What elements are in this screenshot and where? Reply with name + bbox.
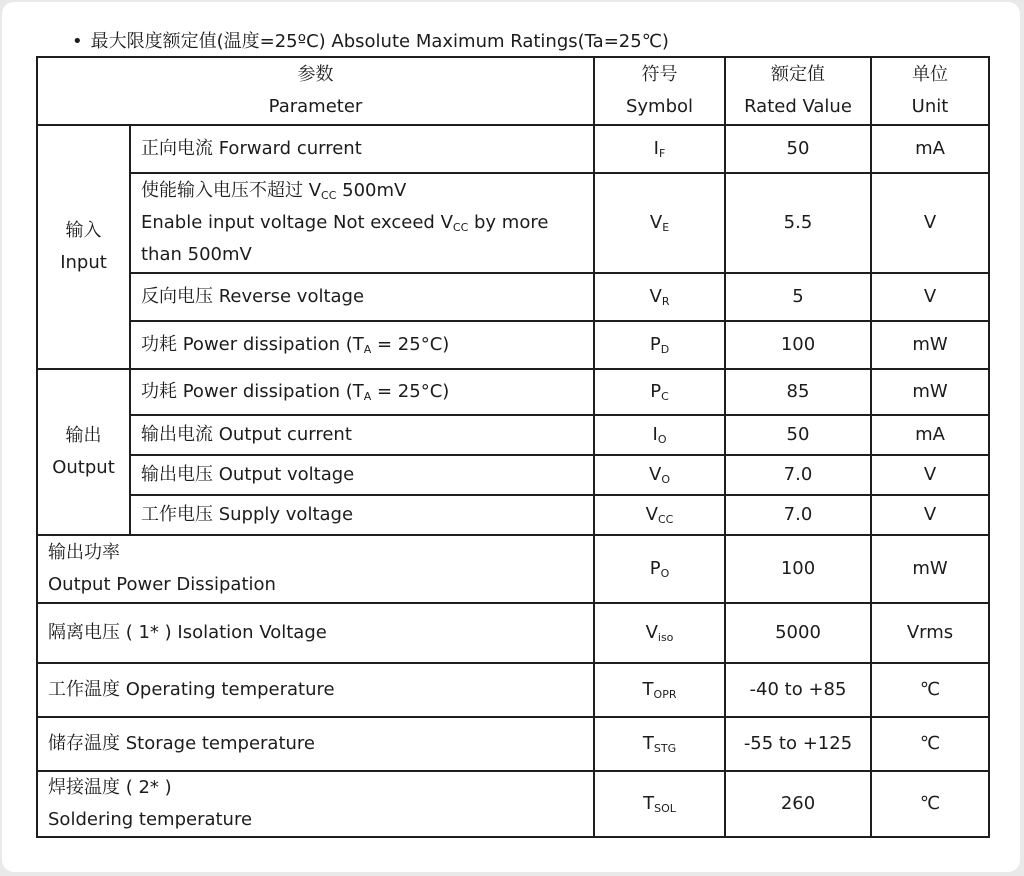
param-cell: 反向电压 Reverse voltage xyxy=(130,273,594,321)
header-rated-cn: 额定值 xyxy=(771,64,825,85)
table-row xyxy=(37,495,989,535)
symbol-cell: $V_O$ xyxy=(594,455,725,495)
value-cell: 5.5 xyxy=(725,173,871,273)
header-rated-value xyxy=(725,57,871,125)
symbol-cell: $V_{CC}$ xyxy=(594,495,725,535)
symbol-cell: $P_D$ xyxy=(594,321,725,369)
unit-cell: V xyxy=(871,173,989,273)
section-heading xyxy=(72,30,669,54)
unit-cell: mA xyxy=(871,125,989,173)
table-row xyxy=(37,603,989,663)
header-parameter-en: Parameter xyxy=(268,96,363,117)
table-row xyxy=(37,415,989,455)
table-row xyxy=(37,771,989,837)
header-rated-en: Rated Value xyxy=(744,96,852,117)
param-cell: 正向电流 Forward current xyxy=(130,125,594,173)
bullet-marker: • xyxy=(72,31,83,52)
value-cell: -55 to +125 xyxy=(725,717,871,771)
table-row xyxy=(37,717,989,771)
value-cell: 100 xyxy=(725,321,871,369)
symbol-cell: $P_C$ xyxy=(594,369,725,415)
table-row xyxy=(37,455,989,495)
header-row xyxy=(37,57,989,125)
table-row xyxy=(37,321,989,369)
unit-cell: Vrms xyxy=(871,603,989,663)
unit-cell: ℃ xyxy=(871,717,989,771)
symbol-cell: $V_E$ xyxy=(594,173,725,273)
header-unit xyxy=(871,57,989,125)
group-output-label xyxy=(37,369,130,535)
value-cell: 100 xyxy=(725,535,871,603)
value-cell: 5 xyxy=(725,273,871,321)
header-unit-cn: 单位 xyxy=(912,64,948,85)
unit-cell: ℃ xyxy=(871,663,989,717)
absolute-maximum-ratings-table xyxy=(36,56,990,838)
table-row xyxy=(37,369,989,415)
symbol-cell: $I_F$ xyxy=(594,125,725,173)
unit-cell: mW xyxy=(871,321,989,369)
group-input-cn: 输入 xyxy=(65,220,102,241)
value-cell: 7.0 xyxy=(725,455,871,495)
param-cell: 输出电压 Output voltage xyxy=(130,455,594,495)
unit-cell: V xyxy=(871,273,989,321)
symbol-cell: $P_O$ xyxy=(594,535,725,603)
param-cell: 隔离电压 ( 1* ) Isolation Voltage xyxy=(37,603,594,663)
param-cell: 功耗 Power dissipation $(T_A = 25^\circ C)$ xyxy=(130,321,594,369)
param-cell: 输出功率 Output Power Dissipation xyxy=(37,535,594,603)
param-cell: 焊接温度 ( 2* ) Soldering temperature xyxy=(37,771,594,837)
table-row xyxy=(37,273,989,321)
header-unit-en: Unit xyxy=(911,96,949,117)
group-output-en: Output xyxy=(52,457,115,478)
header-parameter-cn: 参数 xyxy=(297,64,334,85)
group-input-en: Input xyxy=(60,252,107,273)
symbol-cell: $T_{OPR}$ xyxy=(594,663,725,717)
param-cell: 储存温度 Storage temperature xyxy=(37,717,594,771)
unit-cell: V xyxy=(871,455,989,495)
symbol-cell: $V_{iso}$ xyxy=(594,603,725,663)
value-cell: 5000 xyxy=(725,603,871,663)
symbol-cell: $I_O$ xyxy=(594,415,725,455)
param-cell: 工作电压 Supply voltage xyxy=(130,495,594,535)
param-cell: 工作温度 Operating temperature xyxy=(37,663,594,717)
param-cell: 功耗 Power dissipation $(T_A = 25^\circ C)$ xyxy=(130,369,594,415)
header-symbol-cn: 符号 xyxy=(641,64,678,85)
unit-cell: mW xyxy=(871,369,989,415)
header-parameter xyxy=(37,57,594,125)
group-output-cn: 输出 xyxy=(65,425,102,446)
unit-cell: V xyxy=(871,495,989,535)
value-cell: 50 xyxy=(725,125,871,173)
unit-cell: mA xyxy=(871,415,989,455)
param-cell: 输出电流 Output current xyxy=(130,415,594,455)
table-row xyxy=(37,125,989,173)
value-cell: 260 xyxy=(725,771,871,837)
header-symbol xyxy=(594,57,725,125)
table-row xyxy=(37,173,989,273)
symbol-cell: $V_R$ xyxy=(594,273,725,321)
table-row xyxy=(37,535,989,603)
param-cell: 使能输入电压不超过 $V_{CC}$ 500mV Enable input voltage Not exceed $V_{CC}$ by more than 500mV xyxy=(130,173,594,273)
header-symbol-en: Symbol xyxy=(625,96,694,117)
table-row xyxy=(37,663,989,717)
value-cell: 85 xyxy=(725,369,871,415)
unit-cell: ℃ xyxy=(871,771,989,837)
value-cell: 7.0 xyxy=(725,495,871,535)
group-input-label xyxy=(37,125,130,369)
unit-cell: mW xyxy=(871,535,989,603)
symbol-cell: $T_{STG}$ xyxy=(594,717,725,771)
heading-text: 最大限度额定值(温度=25ºC) Absolute Maximum Ratings(Ta=25℃) xyxy=(90,31,669,52)
value-cell: 50 xyxy=(725,415,871,455)
symbol-cell: $T_{SOL}$ xyxy=(594,771,725,837)
value-cell: -40 to +85 xyxy=(725,663,871,717)
